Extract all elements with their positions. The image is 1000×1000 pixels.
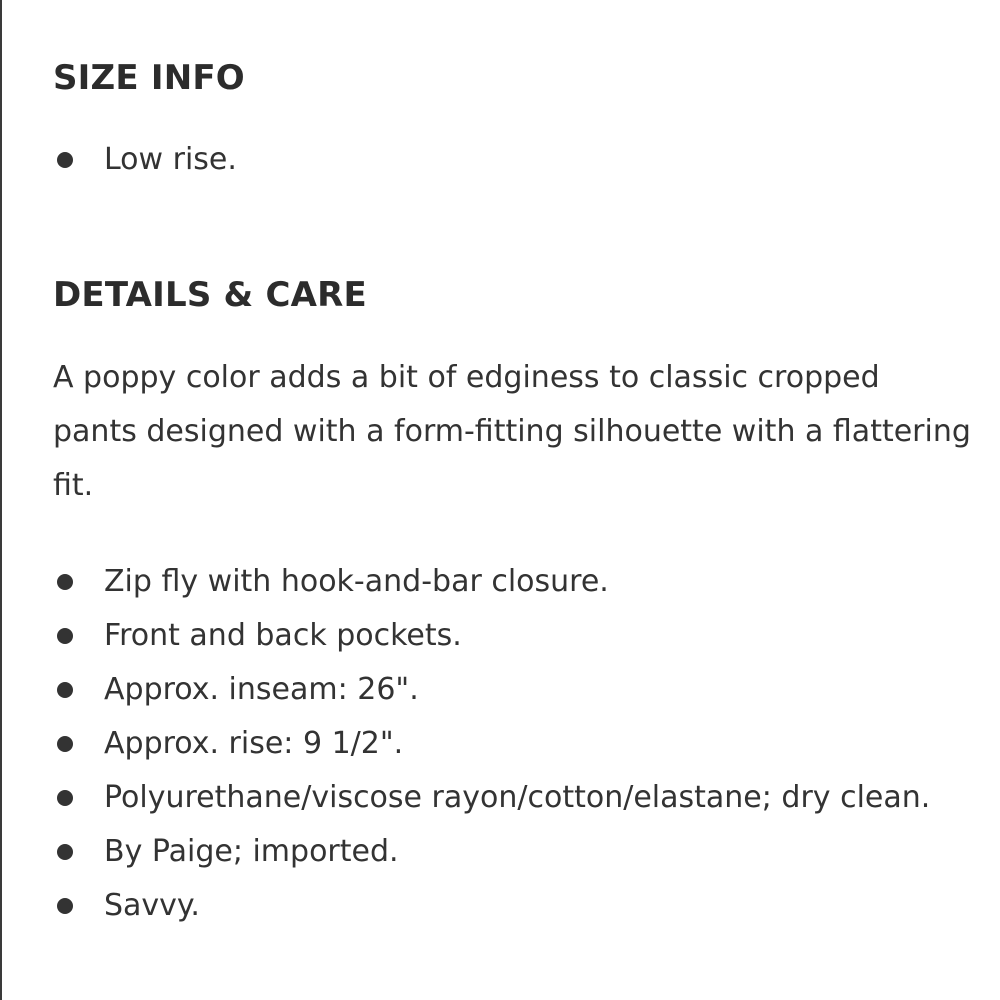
- bullet-icon: [57, 628, 73, 644]
- product-description: A poppy color adds a bit of edginess to classic cropped pants designed with a form-fitting silhouette with a flattering fit.: [53, 360, 971, 503]
- bullet-icon: [57, 152, 73, 168]
- product-info-panel: [53, 56, 973, 933]
- bullet-icon: [57, 898, 73, 914]
- list-item: [53, 555, 973, 609]
- list-item-text: By Paige; imported.: [104, 834, 399, 869]
- list-item: [53, 825, 973, 879]
- bullet-icon: [57, 844, 73, 860]
- size-info-heading: SIZE INFO: [53, 58, 245, 98]
- left-border-line: [0, 0, 2, 1000]
- list-item: [53, 663, 973, 717]
- list-item: [53, 133, 973, 187]
- list-item-text: Savvy.: [104, 888, 200, 923]
- list-item-text: Approx. rise: 9 1/2".: [104, 726, 404, 761]
- bullet-icon: [57, 736, 73, 752]
- list-item-text: Polyurethane/viscose rayon/cotton/elastane; dry clean.: [104, 780, 931, 815]
- bullet-icon: [57, 574, 73, 590]
- list-item: [53, 879, 973, 933]
- bullet-icon: [57, 682, 73, 698]
- size-info-list: [53, 133, 973, 187]
- list-item: [53, 717, 973, 771]
- details-care-heading: DETAILS & CARE: [53, 275, 367, 315]
- bullet-icon: [57, 790, 73, 806]
- list-item-text: Approx. inseam: 26".: [104, 672, 419, 707]
- list-item-text: Front and back pockets.: [104, 618, 462, 653]
- details-care-list: [53, 555, 973, 933]
- list-item-text: Zip fly with hook-and-bar closure.: [104, 564, 609, 599]
- list-item: [53, 771, 973, 825]
- list-item: [53, 609, 973, 663]
- list-item-text: Low rise.: [104, 142, 237, 177]
